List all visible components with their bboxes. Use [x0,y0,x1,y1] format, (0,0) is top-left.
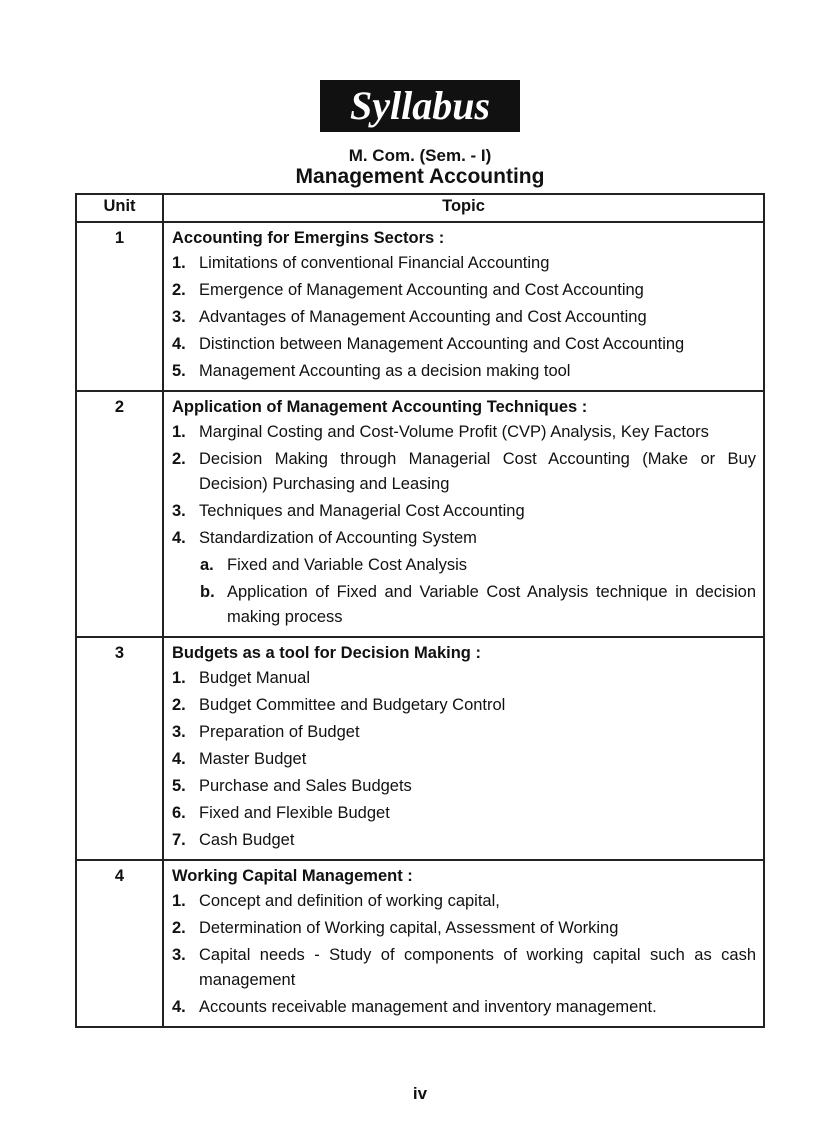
unit-heading: Budgets as a tool for Decision Making : [172,644,481,662]
topic-cell [163,860,764,1027]
syllabus-title: Syllabus [320,80,520,132]
item-text: Preparation of Budget [199,723,360,741]
unit-number: 4 [76,860,163,1027]
item-number: 4. [172,750,186,768]
item-number: 4. [172,335,186,353]
item-text: Concept and definition of working capital, [199,892,500,910]
unit-heading: Working Capital Management : [172,867,413,885]
list-item [172,916,756,941]
table-row [76,391,764,637]
list-item [172,995,756,1020]
item-number: 1. [172,254,186,272]
unit-heading: Application of Management Accounting Techniques : [172,398,588,416]
unit-number: 1 [76,222,163,391]
item-text: Budget Committee and Budgetary Control [199,696,506,714]
list-item [172,499,756,524]
item-number: 3. [172,723,186,741]
list-item [172,720,756,745]
item-number: 3. [172,946,186,964]
list-item [172,801,756,826]
item-text: Management Accounting as a decision making tool [199,362,571,380]
item-number: 2. [172,696,186,714]
item-number: 1. [172,669,186,687]
item-number: 2. [172,450,186,468]
item-text: Advantages of Management Accounting and Cost Accounting [199,308,647,326]
table-row [76,860,764,1027]
list-item [172,943,756,993]
item-text: Accounts receivable management and inventory management. [199,998,657,1016]
list-item [172,278,756,303]
item-number: 6. [172,804,186,822]
table-row [76,637,764,860]
list-item [172,420,756,445]
unit-number: 3 [76,637,163,860]
table-header-row [76,194,764,222]
sub-list-item [172,580,756,630]
list-item [172,666,756,691]
table-row [76,222,764,391]
item-number: 1. [172,892,186,910]
list-item [172,747,756,772]
item-text: Cash Budget [199,831,295,849]
item-number: 2. [172,919,186,937]
item-number: 5. [172,362,186,380]
sub-list-item [172,553,756,578]
item-text: Marginal Costing and Cost-Volume Profit (CVP) Analysis, Key Factors [199,423,709,441]
item-number: a. [200,556,214,574]
item-text: Fixed and Variable Cost Analysis [227,556,467,574]
list-item [172,526,756,551]
item-text: Fixed and Flexible Budget [199,804,390,822]
page-number: iv [412,1084,428,1103]
unit-heading: Accounting for Emergins Sectors : [172,229,445,247]
item-text: Master Budget [199,750,307,768]
item-text: Decision Making through Managerial Cost Accounting (Make or Buy Decision) Purchasing and Leasing [199,450,756,493]
list-item [172,359,756,384]
list-item [172,828,756,853]
item-text: Purchase and Sales Budgets [199,777,412,795]
item-number: b. [200,583,215,601]
item-number: 4. [172,998,186,1016]
item-number: 7. [172,831,186,849]
topic-cell [163,637,764,860]
list-item [172,889,756,914]
unit-number: 2 [76,391,163,637]
item-text: Determination of Working capital, Assessment of Working [199,919,619,937]
item-text: Distinction between Management Accounting and Cost Accounting [199,335,685,353]
list-item [172,332,756,357]
column-header-topic: Topic [163,194,764,222]
item-number: 1. [172,423,186,441]
item-number: 2. [172,281,186,299]
item-text: Budget Manual [199,669,310,687]
item-text: Application of Fixed and Variable Cost Analysis technique in decision making process [227,583,756,626]
item-text: Techniques and Managerial Cost Accounting [199,502,525,520]
column-header-unit: Unit [76,194,163,222]
list-item [172,251,756,276]
item-text: Capital needs - Study of components of working capital such as cash management [199,946,756,989]
item-number: 3. [172,502,186,520]
topic-cell [163,222,764,391]
list-item [172,774,756,799]
syllabus-table [75,193,765,1028]
subject-title: Management Accounting [295,165,545,188]
item-text: Standardization of Accounting System [199,529,477,547]
item-number: 5. [172,777,186,795]
list-item [172,693,756,718]
course-label: M. Com. (Sem. - I) [348,146,492,165]
item-text: Emergence of Management Accounting and Cost Accounting [199,281,644,299]
topic-cell [163,391,764,637]
list-item [172,447,756,497]
item-text: Limitations of conventional Financial Accounting [199,254,550,272]
list-item [172,305,756,330]
item-number: 4. [172,529,186,547]
item-number: 3. [172,308,186,326]
